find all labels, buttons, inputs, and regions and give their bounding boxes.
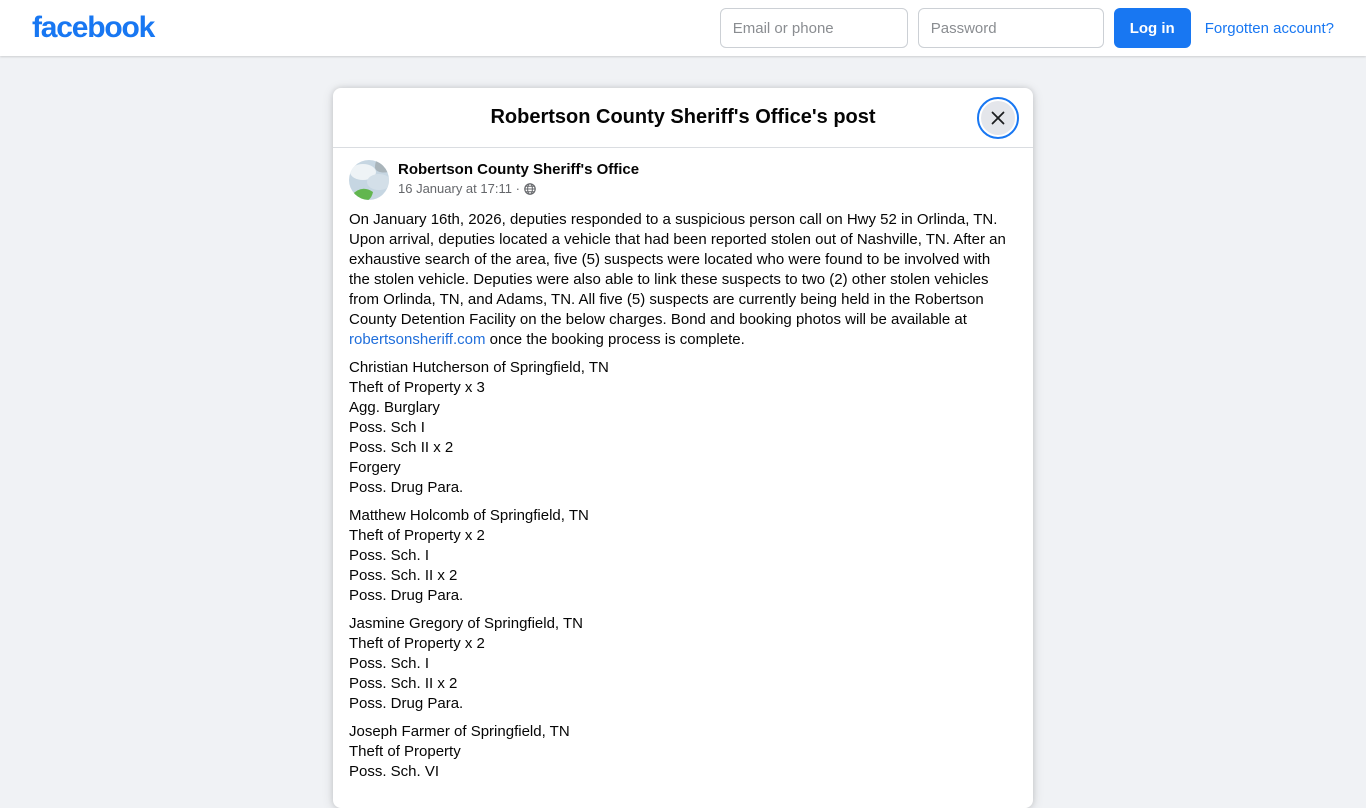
login-button[interactable]: Log in <box>1114 8 1191 48</box>
charge-line: Theft of Property x 2 <box>349 635 485 652</box>
charge-line: Poss. Sch. I <box>349 655 430 672</box>
suspect-name: Matthew Holcomb of Springfield, TN <box>349 507 589 524</box>
charge-line: Poss. Sch I <box>349 419 425 436</box>
suspect-charges <box>349 378 1013 498</box>
email-field[interactable] <box>720 8 908 48</box>
charge-line: Theft of Property <box>349 743 461 760</box>
suspect-name: Jasmine Gregory of Springfield, TN <box>349 615 583 632</box>
avatar[interactable] <box>349 160 389 200</box>
post-header <box>349 160 1017 200</box>
page-avatar-image <box>349 160 389 200</box>
close-button[interactable] <box>981 101 1015 135</box>
suspect-block <box>349 506 1013 606</box>
modal-header <box>333 88 1033 148</box>
charge-line: Poss. Sch. VI <box>349 763 440 780</box>
author-link[interactable]: Robertson County Sheriff's Office <box>398 161 640 178</box>
charge-line: Theft of Property x 2 <box>349 527 485 544</box>
charge-line: Poss. Sch. II x 2 <box>349 567 458 584</box>
close-button-focus-ring <box>977 97 1019 139</box>
charge-line: Poss. Sch. I <box>349 547 430 564</box>
charge-line: Poss. Sch. II x 2 <box>349 675 458 692</box>
charge-line: Theft of Property x 3 <box>349 379 485 396</box>
suspect-block <box>349 722 1013 782</box>
forgotten-account-link[interactable]: Forgotten account? <box>1204 19 1334 37</box>
login-form <box>720 8 1334 48</box>
suspect-name: Christian Hutcherson of Springfield, TN <box>349 359 609 376</box>
post-modal <box>333 88 1033 808</box>
post-text-before-link: On January 16th, 2026, deputies responded to a suspicious person call on Hwy 52 in Orlinda, TN. Upon arrival, deputies located a vehicle that had been reported stolen out of Nashville, TN. After an exhaustive search of the area, five (5) suspects were located who were found to be involved with the stolen vehicle. Deputies were also able to link these suspects to two (2) other stolen vehicles from Orlinda, TN, and Adams, TN. All five (5) suspects are currently being held in the Robertson County Detention Facility on the below charges. Bond and booking photos will be available at <box>349 211 1006 328</box>
close-icon <box>990 110 1006 126</box>
timestamp-link[interactable] <box>398 180 639 197</box>
charge-line: Agg. Burglary <box>349 399 440 416</box>
suspects-list <box>349 358 1013 782</box>
password-field[interactable] <box>918 8 1104 48</box>
charge-line: Poss. Drug Para. <box>349 587 464 604</box>
modal-title: Robertson County Sheriff's Office's post <box>490 106 876 128</box>
timestamp-text: 16 January at 17:11 · <box>398 181 520 196</box>
top-navbar <box>0 0 1366 56</box>
facebook-logo[interactable]: facebook <box>32 11 155 44</box>
suspect-name: Joseph Farmer of Springfield, TN <box>349 723 570 740</box>
post-header-text <box>398 160 639 200</box>
suspect-block <box>349 358 1013 498</box>
post-text-after-link: once the booking process is complete. <box>489 331 745 348</box>
post-container <box>333 148 1033 806</box>
charge-line: Poss. Sch II x 2 <box>349 439 454 456</box>
post-paragraph <box>349 210 1013 350</box>
charge-line: Forgery <box>349 459 401 476</box>
suspect-charges <box>349 742 1013 782</box>
post-body <box>349 210 1013 782</box>
globe-icon <box>524 183 536 195</box>
suspect-block <box>349 614 1013 714</box>
post-external-link[interactable]: robertsonsheriff.com <box>349 331 486 348</box>
charge-line: Poss. Drug Para. <box>349 479 464 496</box>
suspect-charges <box>349 526 1013 606</box>
charge-line: Poss. Drug Para. <box>349 695 464 712</box>
suspect-charges <box>349 634 1013 714</box>
